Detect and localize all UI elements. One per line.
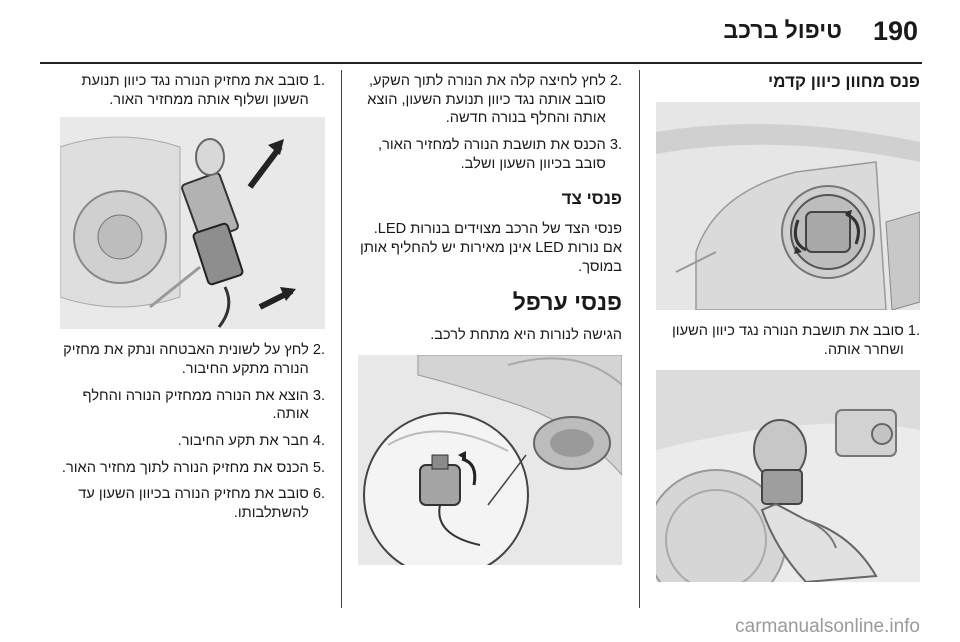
step-number: .3 [312, 387, 325, 404]
turn-signal-socket-illustration [656, 102, 920, 310]
fog-light-step-6 [60, 485, 325, 522]
step-text: סובב את מחזיק הנורה בכיוון השעון עד להשתלבותו. [78, 486, 309, 522]
right-column [656, 72, 920, 594]
left-column [60, 72, 325, 531]
step-text: הכנס את תושבת הנורה למחזיר האור, סובב בכיוון השעון ושלב. [378, 137, 606, 172]
step-number: .2 [312, 342, 325, 359]
side-lights-text: פנסי הצד של הרכב מצוידים בנורות LED. אם נורות LED אינן מאירות יש להחליף אותן במוסך. [360, 220, 622, 275]
fog-bulb-holder-drawing [60, 117, 325, 329]
turn-signal-step-1 [656, 322, 920, 359]
step-number: .3 [609, 137, 622, 154]
step-text: סובב את תושבת הנורה נגד כיוון השעון ושחרר אותה. [672, 323, 904, 359]
site-watermark: carmanualsonline.info [735, 616, 920, 637]
middle-column [358, 72, 622, 577]
fog-lights-text: הגישה לנורות היא מתחת לרכב. [430, 326, 622, 343]
fog-light-drawing [358, 355, 622, 565]
step-text: לחץ לחיצה קלה את הנורה לתוך השקע, סובב אותה נגד כיוון תנועת השעון, הוצא אותה והחלף בנורה חדשה. [367, 73, 606, 127]
fog-light-step-5 [60, 459, 325, 478]
turn-signal-step-3 [358, 136, 622, 173]
front-turn-signal-heading: פנס מחוון כיוון קדמי [768, 72, 920, 91]
bulb-removal-drawing [656, 370, 920, 582]
side-lights-heading: פנסי צד [561, 189, 622, 209]
column-divider-right [639, 70, 640, 608]
turn-signal-socket-drawing [656, 102, 920, 310]
fog-light-step-1 [60, 72, 325, 109]
fog-light-step-2 [60, 341, 325, 378]
step-number: .5 [312, 459, 325, 476]
section-title: טיפול ברכב [723, 17, 842, 43]
fog-bulb-holder-illustration [60, 117, 325, 329]
fog-light-step-4 [60, 432, 325, 451]
page-header [0, 0, 960, 62]
column-divider-left [341, 70, 342, 608]
step-text: הוצא את הנורה ממחזיק הנורה והחלף אותה. [82, 387, 309, 423]
turn-signal-step-2 [358, 72, 622, 128]
fog-light-step-3 [60, 387, 325, 424]
fog-lights-heading: פנסי ערפל [512, 288, 622, 315]
step-text: חבר את תקע החיבור. [177, 433, 309, 450]
step-text: הכנס את מחזיק הנורה לתוך מחזיר האור. [61, 459, 309, 476]
step-text: סובב את מחזיק הנורה נגד כיוון תנועת השעון ושלוף אותה ממחזיר האור. [81, 73, 309, 108]
bulb-removal-illustration [656, 370, 920, 582]
step-number: .1 [312, 73, 325, 89]
fog-light-illustration [358, 355, 622, 565]
step-text: לחץ על לשונית האבטחה ונתק את מחזיק הנורה מתקע החיבור. [63, 342, 309, 378]
step-number: .2 [609, 73, 622, 89]
step-number: .6 [312, 486, 325, 503]
step-number: .1 [907, 323, 920, 340]
page-number: 190 [872, 16, 918, 46]
header-divider [40, 62, 922, 64]
step-number: .4 [312, 433, 325, 450]
